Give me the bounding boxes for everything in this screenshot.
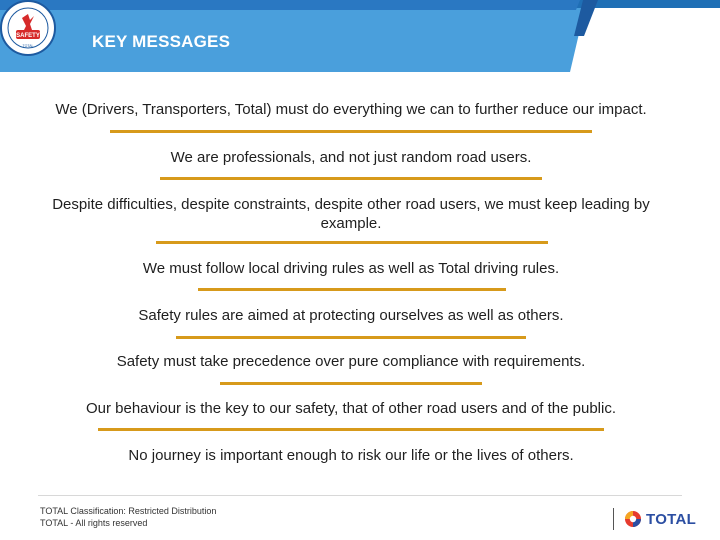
safety-badge-logo	[0, 0, 56, 56]
total-logo-text: TOTAL	[646, 511, 697, 528]
svg-text:TOTAL: TOTAL	[22, 44, 34, 48]
message-2: We are professionals, and not just random road users.	[170, 149, 532, 166]
separator-1	[110, 130, 592, 133]
message-1: We (Drivers, Transporters, Total) must do everything we can to further reduce our impact.	[55, 101, 647, 118]
footer-rights: TOTAL - All rights reserved	[40, 518, 148, 528]
separator-2	[160, 177, 542, 180]
footer-vertical-divider	[613, 508, 614, 530]
separator-3	[156, 241, 548, 244]
footer-classification: TOTAL Classification: Restricted Distribution	[40, 506, 217, 516]
page-title: KEY MESSAGES	[92, 32, 231, 51]
message-7: Our behaviour is the key to our safety, that of other road users and of the public.	[85, 400, 617, 417]
total-logo-icon	[622, 509, 644, 529]
message-6: Safety must take precedence over pure compliance with requirements.	[116, 353, 586, 370]
svg-text:SAFETY: SAFETY	[16, 33, 40, 39]
message-3: Despite difficulties, despite constraints, despite other road users, we must keep leading by example.	[52, 196, 650, 232]
separator-4	[198, 288, 506, 291]
separator-5	[176, 336, 526, 339]
header-banner	[0, 0, 720, 76]
footer-divider	[38, 495, 682, 496]
message-8: No journey is important enough to risk our life or the lives of others.	[128, 447, 574, 464]
separator-7	[98, 428, 604, 431]
separator-6	[220, 382, 482, 385]
message-4: We must follow local driving rules as well as Total driving rules.	[142, 260, 560, 277]
message-5: Safety rules are aimed at protecting ourselves as well as others.	[138, 307, 564, 324]
